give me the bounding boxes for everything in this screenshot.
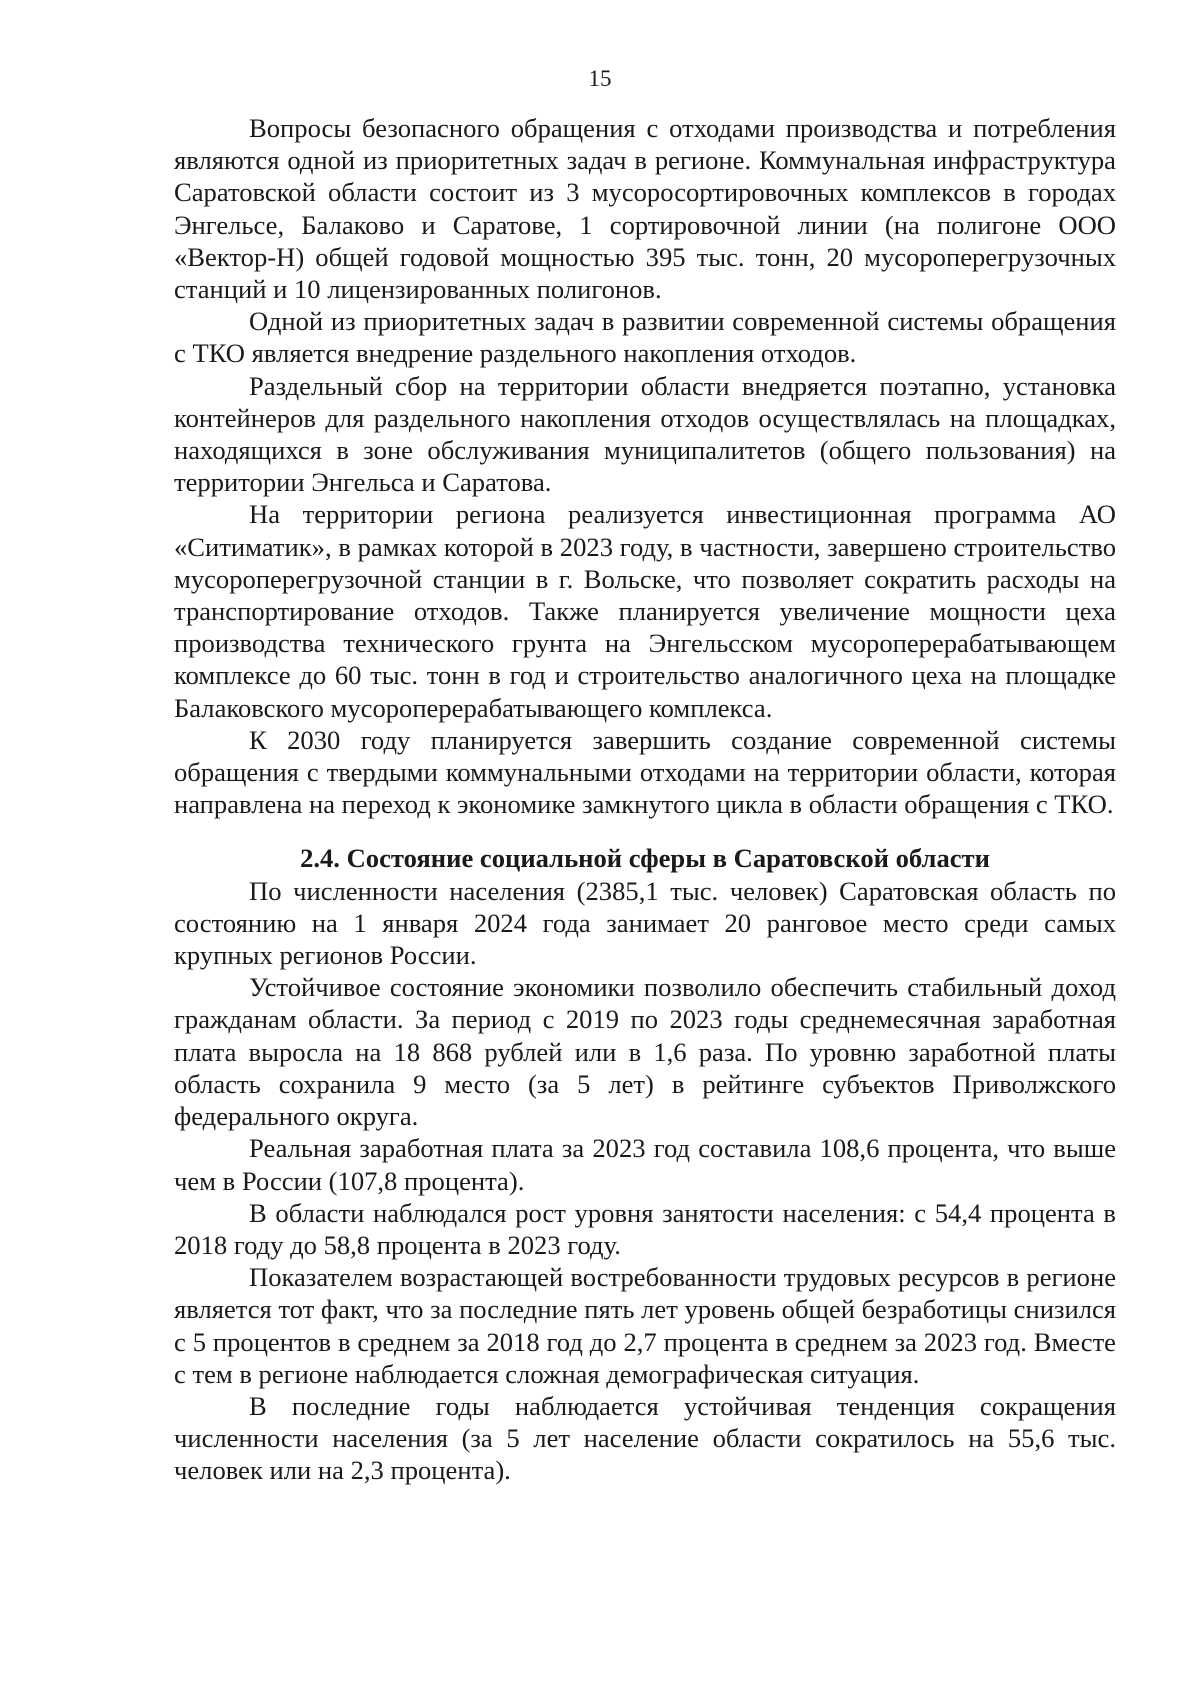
section-heading: 2.4. Состояние социальной сферы в Саратовской области [300, 843, 990, 874]
paragraph-investment-program: На территории региона реализуется инвестиционная программа АО «Ситиматик», в рамках которой в 2023 году, в частности, завершено строительство мусороперегрузочной станции в г. Вольске, что позволяет сократить расходы на транспортирование отходов. Также планируется увеличение мощности цеха производства технического грунта на Энгельсском мусороперерабатывающем комплексе до 60 тыс. тонн в год и строительство аналогичного цеха на площадке Балаковского мусороперерабатывающего комплекса. [174, 499, 1116, 723]
page-number: 15 [588, 66, 612, 91]
paragraph-demography: В последние годы наблюдается устойчивая тенденция сокращения численности населения (за 5 лет население области сократилось на 55,6 тыс. человек или на 2,3 процента). [174, 1390, 1116, 1486]
document-body [174, 112, 1116, 1487]
paragraph-employment: В области наблюдался рост уровня занятости населения: с 54,4 процента в 2018 году до 58,8 процента в 2023 году. [174, 1197, 1116, 1260]
paragraph-waste-infrastructure: Вопросы безопасного обращения с отходами производства и потребления являются одной из приоритетных задач в регионе. Коммунальная инфраструктура Саратовской области состоит из 3 мусоросортировочных комплексов в городах Энгельсе, Балаково и Саратове, 1 сортировочной линии (на полигоне ООО «Вектор-Н) общей годовой мощностью 395 тыс. тонн, 20 мусороперегрузочных станций и 10 лицензированных полигонов. [174, 113, 1116, 305]
paragraph-population: По численности населения (2385,1 тыс. человек) Саратовская область по состоянию на 1 января 2024 года занимает 20 ранговое место среди самых крупных регионов России. [174, 875, 1116, 971]
paragraph-unemployment: Показателем возрастающей востребованности трудовых ресурсов в регионе является тот факт, что за последние пять лет уровень общей безработицы снизился с 5 процентов в среднем за 2018 год до 2,7 процента в среднем за 2023 год. Вместе с тем в регионе наблюдается сложная демографическая ситуация. [174, 1262, 1116, 1389]
paragraph-real-wages: Реальная заработная плата за 2023 год составила 108,6 процента, что выше чем в России (107,8 процента). [174, 1133, 1116, 1196]
paragraph-2030-plan: К 2030 году планируется завершить создание современной системы обращения с твердыми коммунальными отходами на территории области, которая направлена на переход к экономике замкнутого цикла в области обращения с ТКО. [174, 724, 1116, 820]
paragraph-wages: Устойчивое состояние экономики позволило обеспечить стабильный доход гражданам области. За период с 2019 по 2023 годы среднемесячная заработная плата выросла на 18 868 рублей или в 1,6 раза. По уровню заработной платы область сохранила 9 место (за 5 лет) в рейтинге субъектов Приволжского федерального округа. [174, 972, 1116, 1132]
paragraph-separate-collection-rollout: Раздельный сбор на территории области внедряется поэтапно, установка контейнеров для раздельного накопления отходов осуществлялась на площадках, находящихся в зоне обслуживания муниципалитетов (общего пользования) на территории Энгельса и Саратова. [174, 370, 1116, 498]
paragraph-separate-collection-priority: Одной из приоритетных задач в развитии современной системы обращения с ТКО является внедрение раздельного накопления отходов. [174, 306, 1116, 369]
